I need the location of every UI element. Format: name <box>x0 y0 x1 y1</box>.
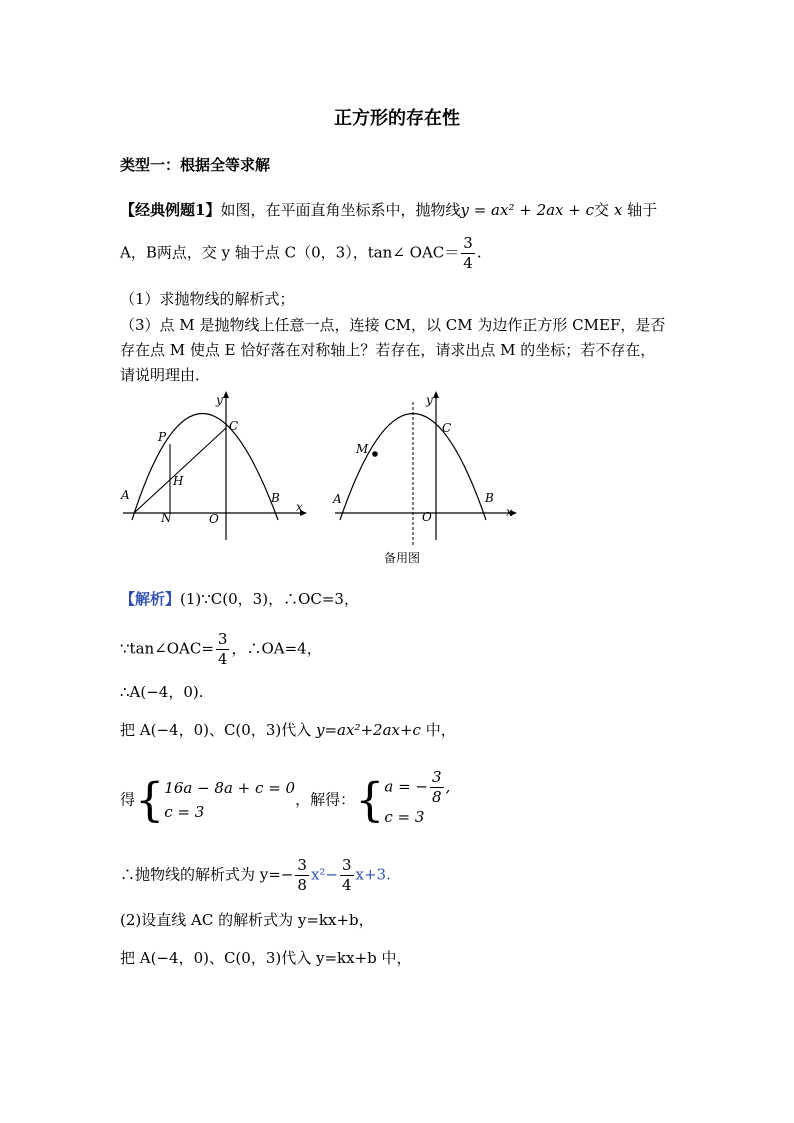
problem-text: 如图，在平面直角坐标系中，抛物线 <box>220 201 461 219</box>
solution-system <box>384 770 450 829</box>
fraction <box>216 632 230 667</box>
label-y: y <box>426 393 433 407</box>
fraction-denominator: 4 <box>217 650 228 668</box>
fraction <box>295 858 309 893</box>
fraction <box>430 770 444 805</box>
equation: c = 3 <box>164 802 205 821</box>
solution-text: ，解得： <box>295 790 356 809</box>
label-c: C <box>442 421 452 435</box>
solution-term: x+3. <box>355 865 391 884</box>
label-n: N <box>161 511 172 525</box>
figure-caption: 备用图 <box>384 551 421 565</box>
problem-text: . <box>476 243 482 262</box>
solution-line-7: (2)设直线 AC 的解析式为 y=kx+b， <box>120 911 374 929</box>
label-b: B <box>271 491 280 505</box>
x-variable: x <box>613 201 623 219</box>
point-m <box>372 451 378 457</box>
y-axis-arrow <box>223 391 229 398</box>
solution-text: ∵tan∠OAC= <box>120 639 214 658</box>
fraction-denominator: 8 <box>297 876 307 894</box>
question-3-line-2: 存在点 M 使点 E 恰好落在对称轴上？若存在，请求出点 M 的坐标；若不存在， <box>120 341 656 359</box>
label-a: A <box>333 492 342 506</box>
figure-1 <box>118 390 318 550</box>
solution-line-5 <box>120 770 450 829</box>
solution-text: 把 A(−4，0)、C(0，3)代入 <box>120 721 316 739</box>
label-a: A <box>121 488 130 502</box>
label-m: M <box>356 442 369 456</box>
page-title: 正方形的存在性 <box>334 108 460 129</box>
fraction <box>340 858 354 893</box>
label-b: B <box>485 491 494 505</box>
parabola-formula: y=ax²+2ax+c <box>316 721 421 739</box>
label-o: O <box>209 512 219 526</box>
solution-line-3: ∴A(−4，0). <box>120 683 204 701</box>
label-x: x <box>296 500 303 514</box>
y-axis-arrow <box>433 391 439 398</box>
parabola <box>132 414 278 521</box>
problem-tag: 【经典例题1】 <box>120 201 221 219</box>
problem-text: 交 <box>594 201 610 219</box>
figure-2 <box>330 390 530 550</box>
solution-line-4 <box>120 718 456 742</box>
equation-part: , <box>445 777 451 796</box>
label-p: P <box>158 430 167 444</box>
solution-line-6 <box>120 858 391 893</box>
solution-line-2 <box>120 632 322 667</box>
equation <box>384 770 450 805</box>
fraction-numerator: 3 <box>463 234 473 252</box>
fraction-numerator: 3 <box>297 856 307 874</box>
fraction-numerator: 3 <box>432 768 442 786</box>
fraction-denominator: 4 <box>463 254 473 272</box>
solution-text: 中， <box>420 721 456 739</box>
label-c: C <box>229 419 239 433</box>
solution-tag: 【解析】 <box>120 590 181 608</box>
solution-text: ，∴OA=4， <box>231 639 322 658</box>
problem-line-1 <box>120 198 657 222</box>
problem-text: 轴于 <box>627 201 658 219</box>
equation: 16a − 8a + c = 0 <box>164 778 296 797</box>
left-brace: { <box>355 772 385 827</box>
fraction-denominator: 4 <box>341 876 352 894</box>
solution-text: ∴抛物线的解析式为 y=− <box>120 865 294 884</box>
label-y: y <box>216 393 223 407</box>
solution-line-1 <box>120 587 359 611</box>
equation: c = 3 <box>384 808 425 826</box>
problem-text: A，B两点，交 y 轴于点 C（0，3），tan∠ OAC＝ <box>120 243 460 262</box>
equation-part: a = − <box>384 777 428 796</box>
fraction <box>461 236 475 271</box>
section-heading: 类型一：根据全等求解 <box>120 156 271 174</box>
label-h: H <box>173 474 184 488</box>
label-x: x <box>506 505 513 519</box>
solution-text: (1)∵C(0，3)，∴OC=3， <box>180 590 359 608</box>
solution-line-8: 把 A(−4，0)、C(0，3)代入 y=kx+b 中， <box>120 949 412 967</box>
question-1: （1）求抛物线的解析式； <box>120 290 295 308</box>
parabola-formula: y = ax² + 2ax + c <box>460 201 595 219</box>
fraction-denominator: 8 <box>432 788 442 806</box>
fraction-numerator: 3 <box>217 630 228 648</box>
solution-term: x²− <box>310 865 338 884</box>
left-brace: { <box>135 772 165 827</box>
fraction-numerator: 3 <box>341 856 352 874</box>
question-3-line-3: 请说明理由． <box>120 366 211 384</box>
solution-text: 得 <box>120 790 136 809</box>
question-3-line-1: （3）点 M 是抛物线上任意一点，连接 CM，以 CM 为边作正方形 CMEF，是否 <box>120 316 666 334</box>
line-ac <box>134 428 226 513</box>
problem-line-2 <box>120 236 482 271</box>
label-o: O <box>422 510 432 524</box>
equation-system <box>164 776 295 824</box>
